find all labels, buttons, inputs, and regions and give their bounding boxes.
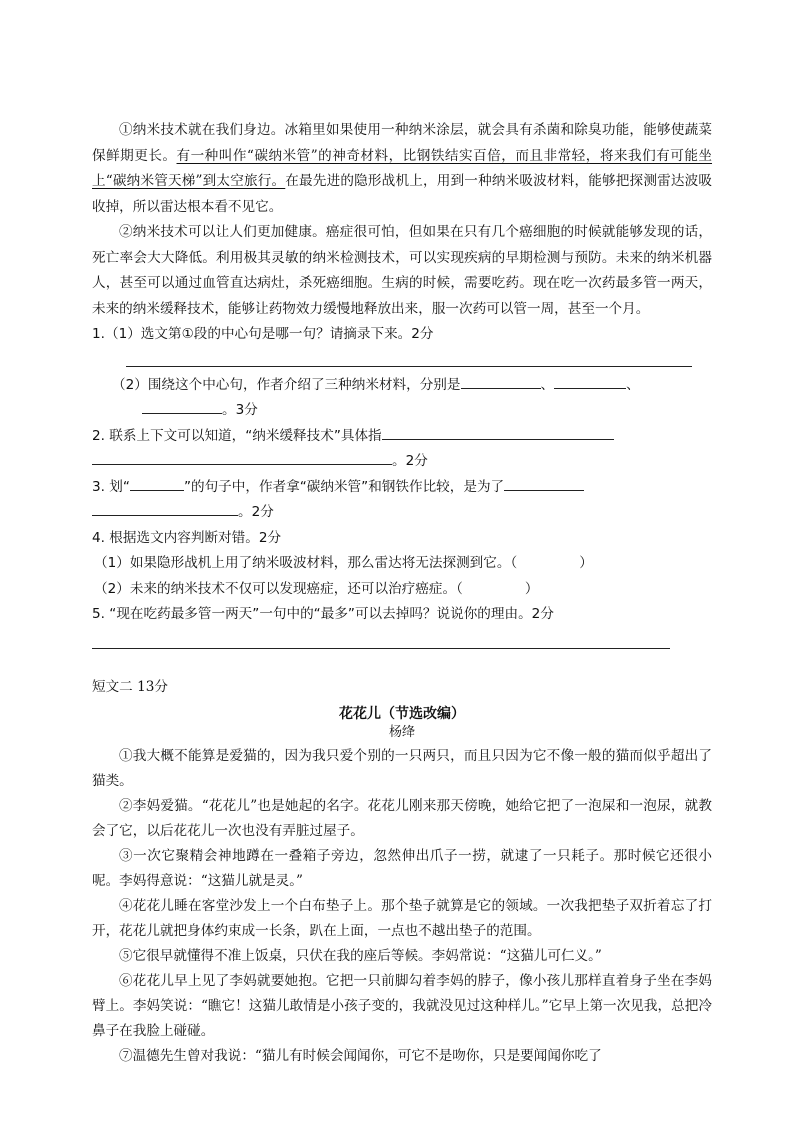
paragraph-text: 在最先进的隐形战机上，用到一种纳米吸波材料，能够把探测雷达波吸收掉，所以雷达根本看不见它。 [92, 173, 712, 215]
paragraph-text: 纳米技术可以让人们更加健康。癌症很可怕，但如果在只有几个癌细胞的时候就能够发现的话，死亡率会大大降低。利用极其灵敏的纳米检测技术，可以实现疾病的早期检测与预防。未来的纳米机器人，甚至可以通过血管直达病灶，杀死癌细胞。生病的时候，需要吃药。现在吃一次药最多管一两天，未来的纳米缓释技术，能够让药物效力缓慢地释放出来，服一次药可以管一周，甚至一个月。 [92, 224, 712, 317]
paragraph-text: 我大概不能算是爱猫的，因为我只爱个别的一只两只，而且只因为它不像一般的猫而似乎超出了猫类。 [92, 748, 712, 789]
story-paragraph [92, 744, 712, 794]
passage1-paragraph-2 [92, 220, 712, 322]
paragraph-text: 纳米技术就在我们身边。冰箱里如果使用一种纳米涂层，就会具有杀菌和除臭功能，能够使蔬菜保鲜期更长。 [92, 122, 712, 164]
question-5: 5. “现在吃药最多管一两天”一句中的“最多”可以去掉吗？说说你的理由。2分 [92, 606, 554, 622]
paragraph-text: 花花儿早上见了李妈就要她抱。它把一只前脚勾着李妈的脖子，像小孩儿那样直着身子坐在李妈臂上。李妈笑说：“瞧它！这猫儿敢情是小孩子变的，我就没见过这种样儿。”它早上第一次见我，总把冷鼻子在我脸上碰碰。 [92, 973, 712, 1039]
answer-line-q5[interactable] [92, 630, 670, 649]
answer-blank-q2[interactable] [382, 425, 614, 440]
answer-blank-material-1[interactable] [461, 374, 541, 389]
story-paragraph [92, 969, 712, 1044]
question-1-1: 1.（1）选文第①段的中心句是哪一句？请摘录下来。2分 [92, 326, 434, 342]
question-3-cont [92, 500, 712, 526]
answer-line-q1-1[interactable] [126, 348, 692, 367]
paragraph-number: ① [119, 122, 133, 138]
statement-text: （1）如果隐形战机上用了纳米吸波材料，那么雷达将无法探测到它。（ [94, 555, 518, 571]
story-paragraph [92, 844, 712, 894]
story-title: 花花儿（节选改编） [339, 706, 465, 722]
paragraph-text: 一次它聚精会神地蹲在一叠箱子旁边，忽然伸出爪子一捞，就逮了一只耗子。那时候它还很小呢。李妈得意说：“这猫儿就是灵。” [92, 848, 713, 889]
story-paragraph [92, 894, 712, 944]
question-1-2 [112, 373, 712, 399]
story-paragraph [92, 944, 712, 969]
question-1-2-cont [142, 398, 712, 424]
answer-blank-material-3[interactable] [142, 399, 222, 414]
question-text: （2）围绕这个中心句，作者介绍了三种纳米材料，分别是 [112, 376, 461, 393]
paragraph-number: ⑦ [119, 1048, 133, 1064]
question-text: 3. 划“ [92, 478, 130, 495]
paragraph-number: ② [119, 798, 133, 814]
statement-text: （2）未来的纳米技术不仅可以发现癌症，还可以治疗癌症。（ [94, 580, 463, 597]
question-2-cont [92, 449, 712, 475]
score-note: 。3分 [222, 402, 258, 418]
score-note: 。2分 [392, 453, 428, 469]
passage1-paragraph-1 [92, 118, 712, 220]
exam-page [92, 118, 712, 1069]
paragraph-number: ② [119, 224, 133, 240]
underline-sample [130, 476, 184, 491]
story-body [92, 744, 712, 1069]
paragraph-number: ③ [119, 848, 134, 864]
bracket: ） [579, 555, 593, 571]
paragraph-number: ⑤ [119, 948, 133, 964]
answer-blank-material-2[interactable] [554, 374, 626, 389]
paragraph-text: 李妈爱猫。“花花儿”也是她起的名字。花花儿刚来那天傍晚，她给它把了一泡屎和一泡尿，就教会了它，以后花花儿一次也没有弄脏过屋子。 [92, 798, 713, 839]
section-heading: 短文二 13分 [92, 678, 168, 695]
separator: 、 [626, 376, 640, 393]
answer-blank-q3-cont[interactable] [92, 501, 238, 516]
spacer [92, 655, 712, 669]
story-author: 杨绛 [388, 725, 415, 740]
paragraph-text: 花花儿睡在客堂沙发上一个白布垫子上。那个垫子就算是它的领域。一次我把垫子双折着忘了打开，花花儿就把身体约束成一长条，趴在上面，一点也不越出垫子的范围。 [92, 898, 712, 939]
underlined-sentence: 有一种叫作“碳纳米管”的神奇材料，比钢铁结实百倍，而且非常轻，将来我们有可能坐上“碳纳米管天梯”到太空旅行。 [92, 147, 713, 189]
score-note: 。2分 [238, 504, 274, 520]
paragraph-number: ① [119, 748, 133, 764]
separator: 、 [540, 376, 555, 393]
question-text: ”的句子中，作者拿“碳纳米管”和钢铁作比较，是为了 [183, 478, 505, 495]
paragraph-number: ④ [119, 898, 133, 914]
story-paragraph [92, 794, 712, 844]
question-2 [92, 424, 712, 450]
answer-blank-q2-cont[interactable] [92, 450, 392, 465]
paragraph-text: 它很早就懂得不准上饭桌，只伏在我的座后等候。李妈常说：“这猫儿可仁义。” [132, 948, 602, 964]
question-3 [92, 475, 712, 501]
question-4: 4. 根据选文内容判断对错。2分 [92, 529, 282, 546]
question-text: 2. 联系上下文可以知道，“纳米缓释技术”具体指 [92, 427, 382, 444]
paragraph-text: 温德先生曾对我说：“猫儿有时候会闻闻你，可它不是吻你，只是要闻闻你吃了 [132, 1048, 602, 1064]
question-4-2 [94, 577, 712, 603]
story-paragraph [92, 1044, 712, 1069]
bracket: ） [524, 580, 539, 597]
answer-blank-q3[interactable] [504, 476, 584, 491]
question-4-1 [94, 551, 712, 577]
paragraph-number: ⑥ [119, 973, 133, 989]
